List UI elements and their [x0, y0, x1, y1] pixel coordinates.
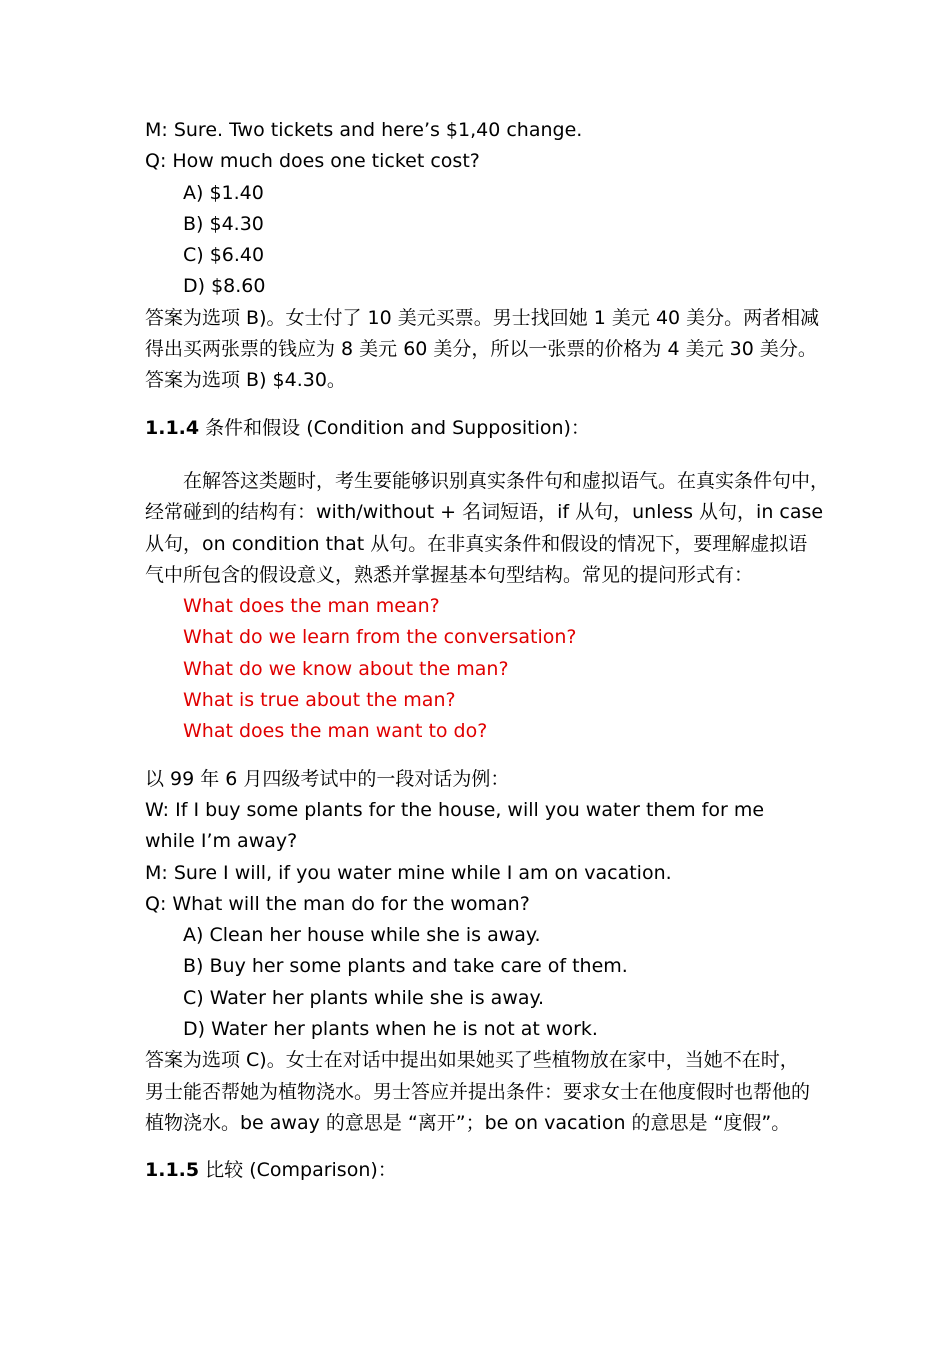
- answer-line: 答案为选项 B)。女士付了 10 美元买票。男士找回她 1 美元 40 美分。两者相减: [145, 306, 820, 329]
- question-form: What do we know about the man?: [183, 657, 509, 680]
- paragraph-line: 经常碰到的结构有：with/without + 名词短语，if 从句，unless 从句，in case: [145, 501, 824, 524]
- paragraph-line: 从句，on condition that 从句。在非真实条件和假设的情况下，要理解虚拟语: [145, 532, 808, 555]
- section-number: 1.1.4: [145, 416, 200, 439]
- dialogue-block-1: [145, 115, 820, 397]
- answer-line: 答案为选项 B) $4.30。: [145, 369, 346, 392]
- section-title: 条件和假设 (Condition and Supposition)：: [205, 416, 590, 439]
- section-title: 比较 (Comparison)：: [205, 1159, 397, 1182]
- option-b: B) Buy her some plants and take care of them.: [183, 955, 628, 978]
- question-form: What do we learn from the conversation?: [183, 626, 577, 649]
- question-form: What is true about the man?: [183, 689, 456, 712]
- option-a: A) $1.40: [183, 181, 264, 204]
- dialogue-line: M: Sure. Two tickets and here’s $1,40 change.: [145, 119, 583, 141]
- section-heading-1-1-4: [145, 413, 815, 444]
- paragraph-line: 在解答这类题时，考生要能够识别真实条件句和虚拟语气。在真实条件句中，: [183, 469, 830, 492]
- option-c: C) Water her plants while she is away.: [183, 986, 545, 1009]
- answer-line: 男士能否帮她为植物浇水。男士答应并提出条件：要求女士在他度假时也帮他的: [145, 1080, 811, 1103]
- document-page: [145, 115, 830, 1187]
- answer-line: 得出买两张票的钱应为 8 美元 60 美分，所以一张票的价格为 4 美元 30 美分。: [145, 338, 817, 361]
- section-number: 1.1.5: [145, 1159, 200, 1182]
- paragraph-line: 气中所包含的假设意义，熟悉并掌握基本句型结构。常见的提问形式有：: [145, 563, 754, 586]
- option-a: A) Clean her house while she is away.: [183, 924, 541, 947]
- question-line: Q: How much does one ticket cost?: [145, 150, 480, 173]
- answer-line: 答案为选项 C)。女士在对话中提出如果她买了些植物放在家中，当她不在时，: [145, 1049, 799, 1072]
- option-d: D) Water her plants when he is not at work.: [183, 1018, 598, 1041]
- explanation-paragraph: [145, 466, 830, 591]
- option-c: C) $6.40: [183, 244, 265, 267]
- dialogue-line: while I’m away?: [145, 830, 298, 853]
- section-heading-1-1-5: [145, 1155, 815, 1186]
- question-form: What does the man want to do?: [183, 720, 488, 743]
- option-d: D) $8.60: [183, 275, 266, 298]
- question-forms-list: [145, 591, 815, 747]
- question-line: Q: What will the man do for the woman?: [145, 892, 530, 915]
- example-intro: 以 99 年 6 月四级考试中的一段对话为例：: [145, 767, 510, 790]
- option-b: B) $4.30: [183, 212, 264, 235]
- dialogue-line: W: If I buy some plants for the house, will you water them for me: [145, 798, 765, 821]
- dialogue-line: M: Sure I will, if you water mine while I am on vacation.: [145, 861, 672, 884]
- answer-line: 植物浇水。be away 的意思是 “离开”；be on vacation 的意思是 “度假”。: [145, 1111, 791, 1134]
- dialogue-block-2: [145, 764, 815, 1140]
- question-form: What does the man mean?: [183, 595, 440, 618]
